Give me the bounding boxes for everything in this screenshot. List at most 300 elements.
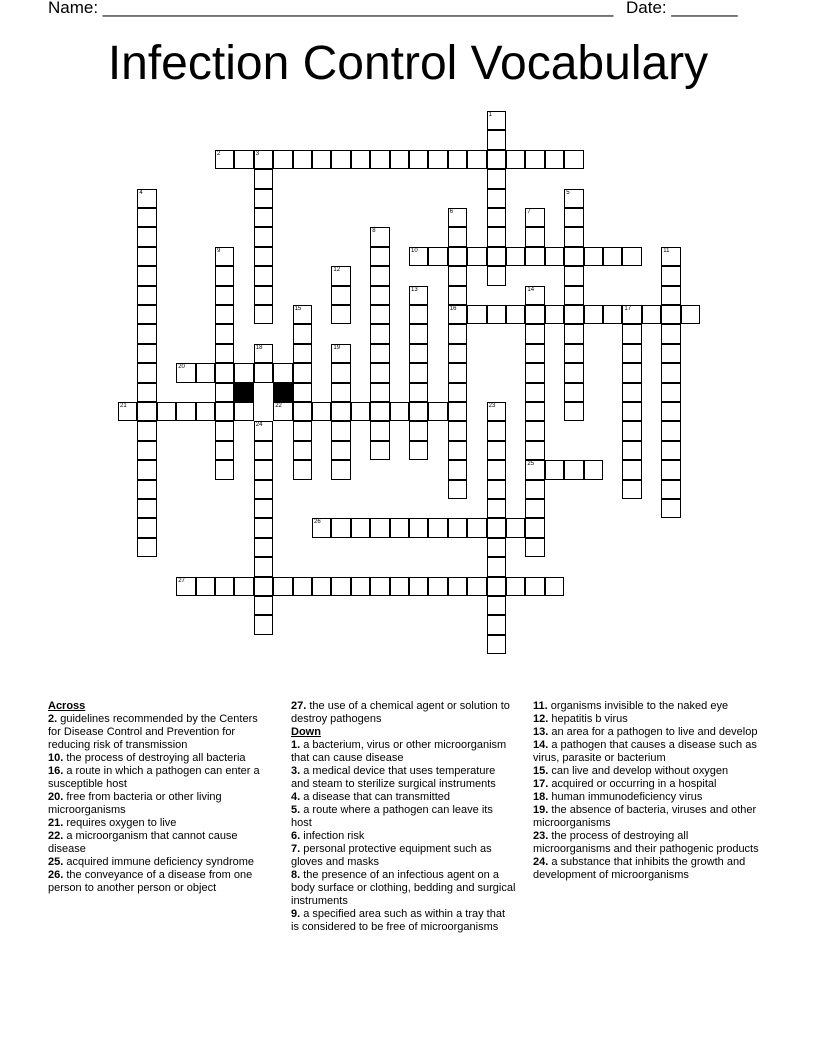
crossword-cell[interactable]	[137, 421, 156, 440]
crossword-cell[interactable]	[487, 247, 506, 266]
crossword-cell[interactable]	[351, 402, 370, 421]
crossword-cell[interactable]	[254, 208, 273, 227]
crossword-cell[interactable]	[137, 363, 156, 382]
crossword-cell[interactable]	[254, 247, 273, 266]
crossword-cell[interactable]	[448, 305, 467, 324]
crossword-cell[interactable]	[370, 286, 389, 305]
crossword-cell[interactable]	[293, 577, 312, 596]
crossword-cell[interactable]	[254, 615, 273, 634]
cell-number: 21	[120, 403, 127, 409]
crossword-cell[interactable]	[487, 130, 506, 149]
crossword-cell[interactable]	[487, 189, 506, 208]
crossword-cell[interactable]	[622, 460, 641, 479]
crossword-cell[interactable]	[525, 577, 544, 596]
crossword-cell[interactable]	[234, 577, 253, 596]
crossword-cell[interactable]	[525, 305, 544, 324]
crossword-cell[interactable]	[370, 150, 389, 169]
crossword-cell[interactable]	[176, 363, 195, 382]
crossword-cell[interactable]	[312, 518, 331, 537]
down-clue	[533, 856, 765, 882]
crossword-cell[interactable]	[487, 227, 506, 246]
crossword-cell[interactable]	[370, 247, 389, 266]
crossword-cell[interactable]	[448, 518, 467, 537]
crossword-cell[interactable]	[603, 247, 622, 266]
crossword-cell[interactable]	[331, 402, 350, 421]
crossword-cell[interactable]	[622, 383, 641, 402]
cell-number: 4	[139, 189, 143, 196]
crossword-cell[interactable]	[622, 344, 641, 363]
crossword-cell[interactable]	[409, 421, 428, 440]
crossword-cell[interactable]	[506, 518, 525, 537]
crossword-cell[interactable]	[564, 305, 583, 324]
crossword-cell[interactable]	[448, 286, 467, 305]
crossword-cell[interactable]	[448, 247, 467, 266]
crossword-cell[interactable]	[584, 305, 603, 324]
crossword-cell[interactable]	[487, 441, 506, 460]
crossword-cell[interactable]	[234, 363, 253, 382]
crossword-cell[interactable]	[137, 266, 156, 285]
crossword-cell[interactable]	[428, 402, 447, 421]
crossword-cell[interactable]	[331, 518, 350, 537]
crossword-cell[interactable]	[467, 150, 486, 169]
crossword-cell[interactable]	[448, 324, 467, 343]
crossword-cell[interactable]	[215, 402, 234, 421]
across-clue	[48, 752, 273, 765]
crossword-cell[interactable]	[467, 247, 486, 266]
crossword-cell[interactable]	[254, 596, 273, 615]
down-clue	[291, 765, 516, 791]
crossword-cell[interactable]	[254, 344, 273, 363]
crossword-cell[interactable]	[487, 480, 506, 499]
crossword-cell[interactable]	[254, 441, 273, 460]
crossword-cell[interactable]	[487, 150, 506, 169]
crossword-cell[interactable]	[254, 480, 273, 499]
crossword-cell[interactable]	[409, 363, 428, 382]
crossword-cell[interactable]	[254, 363, 273, 382]
crossword-cell[interactable]	[448, 441, 467, 460]
crossword-cell[interactable]	[234, 150, 253, 169]
crossword-cell[interactable]	[642, 305, 661, 324]
crossword-cell[interactable]	[215, 363, 234, 382]
down-clue	[533, 713, 765, 726]
crossword-cell[interactable]	[137, 227, 156, 246]
crossword-cell[interactable]	[661, 363, 680, 382]
crossword-cell[interactable]	[137, 344, 156, 363]
crossword-cell[interactable]	[215, 421, 234, 440]
down-clue	[533, 830, 765, 856]
crossword-cell[interactable]	[312, 150, 331, 169]
crossword-cell[interactable]	[545, 150, 564, 169]
crossword-cell[interactable]	[370, 402, 389, 421]
crossword-cell[interactable]	[273, 150, 292, 169]
crossword-cell[interactable]	[215, 266, 234, 285]
down-clue-number: 24.	[533, 856, 549, 868]
crossword-cell[interactable]	[622, 305, 641, 324]
crossword-cell[interactable]	[564, 460, 583, 479]
crossword-cell[interactable]	[331, 286, 350, 305]
crossword-cell[interactable]	[622, 363, 641, 382]
crossword-cell[interactable]	[254, 577, 273, 596]
across-clue	[48, 765, 273, 791]
crossword-cell[interactable]	[603, 305, 622, 324]
crossword-cell[interactable]	[370, 363, 389, 382]
crossword-cell[interactable]	[254, 286, 273, 305]
crossword-cell[interactable]	[661, 286, 680, 305]
crossword-cell[interactable]	[137, 538, 156, 557]
crossword-cell[interactable]	[293, 460, 312, 479]
cell-number: 23	[488, 403, 496, 409]
crossword-cell[interactable]	[448, 363, 467, 382]
crossword-cell[interactable]	[215, 286, 234, 305]
crossword-cell[interactable]	[622, 421, 641, 440]
crossword-cell[interactable]	[448, 577, 467, 596]
crossword-cell[interactable]	[564, 324, 583, 343]
crossword-cell[interactable]	[584, 247, 603, 266]
crossword-cell[interactable]	[487, 305, 506, 324]
crossword-cell[interactable]	[661, 266, 680, 285]
crossword-cell[interactable]	[331, 383, 350, 402]
crossword-cell[interactable]	[661, 305, 680, 324]
crossword-cell[interactable]	[448, 266, 467, 285]
crossword-cell[interactable]	[525, 499, 544, 518]
crossword-cell[interactable]	[409, 518, 428, 537]
crossword-cell[interactable]	[448, 460, 467, 479]
crossword-cell[interactable]	[622, 441, 641, 460]
down-clue-number: 15.	[533, 765, 549, 777]
crossword-cell[interactable]	[254, 518, 273, 537]
crossword-cell[interactable]	[545, 247, 564, 266]
crossword-cell[interactable]	[118, 402, 137, 421]
crossword-cell[interactable]	[137, 189, 156, 208]
crossword-cell[interactable]	[254, 557, 273, 576]
crossword-cell[interactable]	[293, 344, 312, 363]
crossword-cell[interactable]	[215, 247, 234, 266]
crossword-cell[interactable]	[448, 421, 467, 440]
crossword-cell[interactable]	[661, 402, 680, 421]
crossword-cell[interactable]	[390, 402, 409, 421]
crossword-cell[interactable]	[428, 518, 447, 537]
crossword-cell[interactable]	[487, 266, 506, 285]
crossword-cell[interactable]	[370, 344, 389, 363]
down-clue	[533, 791, 765, 804]
crossword-cell[interactable]	[254, 538, 273, 557]
crossword-cell[interactable]	[390, 518, 409, 537]
crossword-cell[interactable]	[215, 441, 234, 460]
across-clue	[48, 713, 273, 752]
crossword-cell[interactable]	[564, 402, 583, 421]
across-clue-number: 22.	[48, 830, 64, 842]
crossword-cell[interactable]	[215, 460, 234, 479]
crossword-cell[interactable]	[525, 286, 544, 305]
crossword-cell[interactable]	[137, 383, 156, 402]
crossword-cell[interactable]	[351, 518, 370, 537]
crossword-cell[interactable]	[545, 305, 564, 324]
crossword-cell[interactable]	[661, 344, 680, 363]
crossword-cell[interactable]	[409, 344, 428, 363]
crossword-cell[interactable]	[525, 538, 544, 557]
crossword-cell[interactable]	[273, 577, 292, 596]
crossword-cell[interactable]	[409, 324, 428, 343]
crossword-cell[interactable]	[137, 208, 156, 227]
crossword-cell[interactable]	[525, 460, 544, 479]
crossword-cell[interactable]	[681, 305, 700, 324]
crossword-cell[interactable]	[428, 577, 447, 596]
crossword-cell[interactable]	[390, 150, 409, 169]
crossword-cell[interactable]	[487, 596, 506, 615]
down-clue-text: a medical device that uses temperature and steam to sterilize surgical instruments	[291, 765, 496, 790]
crossword-cell[interactable]	[661, 247, 680, 266]
across-clue	[48, 830, 273, 856]
crossword-cell[interactable]	[525, 227, 544, 246]
across-clue-text: guidelines recommended by the Centers for Disease Control and Prevention for reducing risk of transmission	[48, 713, 258, 751]
crossword-cell[interactable]	[254, 305, 273, 324]
crossword-cell[interactable]	[525, 363, 544, 382]
crossword-cell[interactable]	[564, 247, 583, 266]
crossword-cell[interactable]	[487, 499, 506, 518]
crossword-cell[interactable]	[525, 518, 544, 537]
crossword-cell[interactable]	[370, 227, 389, 246]
crossword-cell[interactable]	[525, 150, 544, 169]
crossword-cell[interactable]	[137, 324, 156, 343]
crossword-cell[interactable]	[506, 305, 525, 324]
crossword-cell[interactable]	[428, 247, 447, 266]
crossword-cell[interactable]	[331, 305, 350, 324]
crossword-cell[interactable]	[661, 441, 680, 460]
crossword-cell[interactable]	[331, 577, 350, 596]
crossword-cell[interactable]	[545, 460, 564, 479]
crossword-cell[interactable]	[254, 460, 273, 479]
crossword-cell[interactable]	[467, 305, 486, 324]
crossword-cell[interactable]	[661, 499, 680, 518]
crossword-cell[interactable]	[196, 402, 215, 421]
crossword-cell[interactable]	[487, 518, 506, 537]
crossword-cell[interactable]	[215, 344, 234, 363]
crossword-cell[interactable]	[254, 169, 273, 188]
crossword-cell[interactable]	[525, 247, 544, 266]
crossword-cell[interactable]	[487, 111, 506, 130]
crossword-cell[interactable]	[293, 441, 312, 460]
crossword-cell[interactable]	[137, 286, 156, 305]
crossword-cell[interactable]	[293, 363, 312, 382]
down-clue	[291, 869, 516, 908]
down-clue-text: acquired or occurring in a hospital	[548, 778, 717, 790]
across-clue-text: free from bacteria or other living microorganisms	[48, 791, 222, 816]
crossword-cell[interactable]	[525, 402, 544, 421]
down-clue-number: 12.	[533, 713, 549, 725]
crossword-cell[interactable]	[525, 383, 544, 402]
crossword-cell[interactable]	[661, 480, 680, 499]
crossword-cell[interactable]	[448, 150, 467, 169]
crossword-cell[interactable]	[137, 499, 156, 518]
crossword-cell[interactable]	[448, 480, 467, 499]
cell-number: 26	[314, 519, 321, 526]
down-clue-text: a bacterium, virus or other microorganism that can cause disease	[291, 739, 507, 764]
crossword-cell[interactable]	[409, 383, 428, 402]
crossword-cell[interactable]	[506, 150, 525, 169]
crossword-cell[interactable]	[622, 247, 641, 266]
crossword-cell[interactable]	[273, 363, 292, 382]
crossword-cell[interactable]	[137, 480, 156, 499]
crossword-cell[interactable]	[409, 577, 428, 596]
crossword-cell[interactable]	[564, 227, 583, 246]
crossword-cell[interactable]	[370, 421, 389, 440]
crossword-cell[interactable]	[215, 324, 234, 343]
crossword-cell[interactable]	[409, 247, 428, 266]
crossword-cell[interactable]	[137, 518, 156, 537]
crossword-cell[interactable]	[234, 402, 253, 421]
down-clue-number: 9.	[291, 908, 301, 920]
down-clue-number: 11.	[533, 700, 548, 712]
crossword-cell[interactable]	[157, 402, 176, 421]
crossword-cell[interactable]	[351, 150, 370, 169]
down-clue	[291, 804, 516, 830]
crossword-cell[interactable]	[428, 150, 447, 169]
crossword-cell[interactable]	[487, 402, 506, 421]
crossword-cell[interactable]	[312, 577, 331, 596]
down-clue-text: a disease that can transmitted	[300, 791, 450, 803]
crossword-cell[interactable]	[467, 518, 486, 537]
crossword-cell[interactable]	[254, 189, 273, 208]
crossword-cell[interactable]	[564, 208, 583, 227]
crossword-cell[interactable]	[564, 383, 583, 402]
crossword-cell[interactable]	[273, 402, 292, 421]
crossword-cell[interactable]	[215, 577, 234, 596]
crossword-cell[interactable]	[254, 227, 273, 246]
crossword-cell[interactable]	[409, 286, 428, 305]
crossword-cell[interactable]	[137, 460, 156, 479]
crossword-cell[interactable]	[487, 538, 506, 557]
crossword-cell[interactable]	[312, 402, 331, 421]
crossword-cell[interactable]	[370, 324, 389, 343]
crossword-cell[interactable]	[331, 421, 350, 440]
crossword-cell[interactable]	[622, 324, 641, 343]
cell-number: 16	[449, 306, 457, 312]
across-clue-text: a microorganism that cannot cause disease	[48, 830, 238, 855]
crossword-cell[interactable]	[564, 266, 583, 285]
cell-number: 7	[527, 209, 531, 215]
crossword-cell[interactable]	[293, 305, 312, 324]
crossword-cell[interactable]	[196, 577, 215, 596]
crossword-cell[interactable]	[467, 577, 486, 596]
crossword-cell[interactable]	[487, 615, 506, 634]
crossword-cell[interactable]	[525, 344, 544, 363]
crossword-cell[interactable]	[564, 286, 583, 305]
crossword-cell[interactable]	[351, 577, 370, 596]
crossword-cell[interactable]	[409, 305, 428, 324]
crossword-cell[interactable]	[331, 150, 350, 169]
crossword-cell[interactable]	[293, 383, 312, 402]
crossword-cell[interactable]	[661, 324, 680, 343]
crossword-cell[interactable]	[409, 441, 428, 460]
crossword-cell[interactable]	[331, 460, 350, 479]
crossword-cell[interactable]	[254, 421, 273, 440]
crossword-cell[interactable]	[448, 344, 467, 363]
crossword-cell[interactable]	[331, 363, 350, 382]
down-clue	[291, 830, 516, 843]
crossword-cell[interactable]	[254, 499, 273, 518]
crossword-cell[interactable]	[448, 208, 467, 227]
crossword-cell[interactable]	[293, 324, 312, 343]
cell-number: 18	[255, 344, 263, 351]
crossword-cell[interactable]	[137, 305, 156, 324]
crossword-cell[interactable]	[622, 402, 641, 421]
crossword-cell[interactable]	[293, 150, 312, 169]
crossword-cell[interactable]	[545, 577, 564, 596]
crossword-cell[interactable]	[137, 441, 156, 460]
crossword-cell[interactable]	[137, 402, 156, 421]
crossword-cell[interactable]	[176, 402, 195, 421]
crossword-cell[interactable]	[661, 383, 680, 402]
crossword-cell[interactable]	[584, 460, 603, 479]
cell-number: 12	[333, 267, 341, 274]
crossword-cell[interactable]	[370, 518, 389, 537]
crossword-cell[interactable]	[370, 383, 389, 402]
crossword-cell[interactable]	[564, 363, 583, 382]
crossword-cell[interactable]	[487, 421, 506, 440]
crossword-cell[interactable]	[525, 480, 544, 499]
crossword-cell[interactable]	[390, 577, 409, 596]
crossword-cell[interactable]	[448, 402, 467, 421]
crossword-cell[interactable]	[506, 577, 525, 596]
crossword-cell[interactable]	[525, 208, 544, 227]
crossword-cell[interactable]	[331, 266, 350, 285]
crossword-cell[interactable]	[254, 266, 273, 285]
crossword-cell[interactable]	[506, 247, 525, 266]
down-clue-text: a specified area such as within a tray that is considered to be free of microorganisms	[291, 908, 506, 933]
across-clue-number: 16.	[48, 765, 64, 777]
crossword-cell[interactable]	[661, 421, 680, 440]
crossword-cell[interactable]	[564, 150, 583, 169]
crossword-cell[interactable]	[487, 208, 506, 227]
crossword-cell[interactable]	[487, 557, 506, 576]
crossword-cell[interactable]	[487, 635, 506, 654]
crossword-cell[interactable]	[487, 169, 506, 188]
crossword-cell[interactable]	[254, 150, 273, 169]
crossword-cell[interactable]	[215, 305, 234, 324]
crossword-cell[interactable]	[409, 402, 428, 421]
crossword-cell[interactable]	[525, 441, 544, 460]
crossword-cell[interactable]	[564, 344, 583, 363]
crossword-cell[interactable]	[215, 383, 234, 402]
cell-number: 22	[275, 403, 282, 409]
crossword-cell[interactable]	[176, 577, 195, 596]
crossword-cell[interactable]	[487, 460, 506, 479]
crossword-cell[interactable]	[331, 344, 350, 363]
crossword-cell[interactable]	[137, 247, 156, 266]
crossword-cell[interactable]	[370, 577, 389, 596]
crossword-cell[interactable]	[331, 441, 350, 460]
crossword-cell[interactable]	[370, 305, 389, 324]
crossword-cell[interactable]	[370, 266, 389, 285]
down-clue-text: the presence of an infectious agent on a body surface or clothing, bedding and surgical instruments	[291, 869, 516, 907]
crossword-cell[interactable]	[564, 189, 583, 208]
crossword-cell[interactable]	[293, 402, 312, 421]
crossword-cell[interactable]	[370, 441, 389, 460]
across-clue-number: 20.	[48, 791, 64, 803]
crossword-cell[interactable]	[293, 421, 312, 440]
down-clue-number: 18.	[533, 791, 549, 803]
crossword-cell[interactable]	[525, 421, 544, 440]
crossword-cell[interactable]	[661, 460, 680, 479]
crossword-cell[interactable]	[448, 227, 467, 246]
crossword-cell[interactable]	[525, 324, 544, 343]
crossword-cell[interactable]	[487, 577, 506, 596]
crossword-cell[interactable]	[215, 150, 234, 169]
crossword-cell[interactable]	[448, 383, 467, 402]
crossword-cell[interactable]	[622, 480, 641, 499]
crossword-cell[interactable]	[409, 150, 428, 169]
crossword-cell[interactable]	[196, 363, 215, 382]
